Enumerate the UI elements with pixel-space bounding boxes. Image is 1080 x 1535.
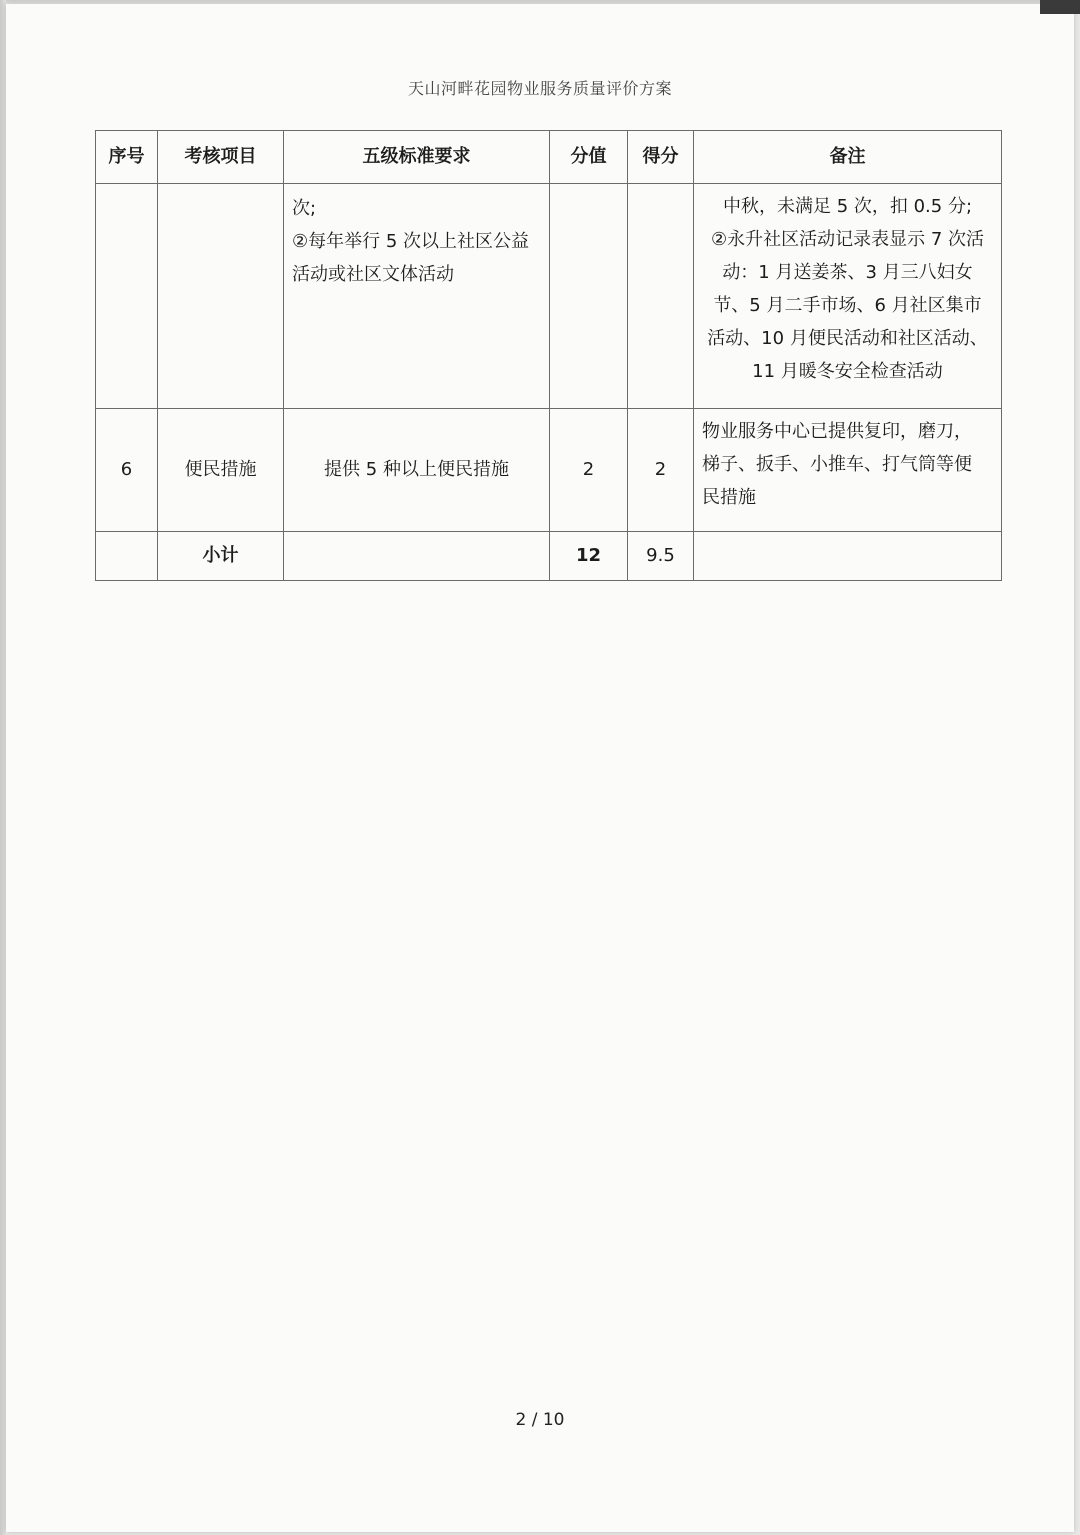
remark-line: 活动、10 月便民活动和社区活动、 (707, 328, 988, 349)
cell-obtained (628, 184, 694, 409)
cell-score (550, 184, 628, 409)
remark-line: 物业服务中心已提供复印，磨刀， (702, 421, 972, 442)
subtotal-score: 12 (550, 532, 628, 581)
table-row-subtotal (96, 532, 1002, 581)
table-header-row (96, 131, 1002, 184)
cell-seq (96, 184, 158, 409)
requirement-line: ②每年举行 5 次以上社区公益 (292, 231, 530, 252)
cell-obtained: 2 (628, 409, 694, 532)
page-number: 2 / 10 (515, 1410, 565, 1430)
evaluation-table (95, 130, 1002, 581)
cell-item (158, 184, 284, 409)
subtotal-label: 小计 (158, 532, 284, 581)
column-header-requirement: 五级标准要求 (284, 131, 550, 184)
column-header-obtained: 得分 (628, 131, 694, 184)
cell-requirement (284, 184, 550, 409)
requirement-line: 次; (292, 198, 317, 219)
cell-requirement: 提供 5 种以上便民措施 (284, 409, 550, 532)
column-header-item: 考核项目 (158, 131, 284, 184)
remark-line: 动：1 月送姜茶、3 月三八妇女 (722, 262, 973, 283)
remark-line: 民措施 (702, 487, 756, 508)
remark-line: 中秋，未满足 5 次，扣 0.5 分; (722, 196, 973, 217)
cell-score: 2 (550, 409, 628, 532)
cell-remark (694, 184, 1002, 409)
cell-remark (694, 409, 1002, 532)
requirement-line: 活动或社区文体活动 (292, 264, 454, 285)
cell-seq (96, 532, 158, 581)
remark-line: 梯子、扳手、小推车、打气筒等便 (702, 454, 972, 475)
subtotal-obtained: 9.5 (628, 532, 694, 581)
column-header-score: 分值 (550, 131, 628, 184)
cell-remark (694, 532, 1002, 581)
cell-item: 便民措施 (158, 409, 284, 532)
column-header-remark: 备注 (694, 131, 1002, 184)
column-header-seq: 序号 (96, 131, 158, 184)
remark-line: 11 月暖冬安全检查活动 (752, 361, 943, 382)
table-row-continuation (96, 184, 1002, 409)
remark-line: ②永升社区活动记录表显示 7 次活 (710, 229, 985, 250)
cell-seq: 6 (96, 409, 158, 532)
remark-line: 节、5 月二手市场、6 月社区集市 (713, 295, 982, 316)
cell-requirement (284, 532, 550, 581)
page-corner-shadow (1040, 0, 1080, 14)
document-header-title: 天山河畔花园物业服务质量评价方案 (407, 79, 672, 98)
table-row-6 (96, 409, 1002, 532)
